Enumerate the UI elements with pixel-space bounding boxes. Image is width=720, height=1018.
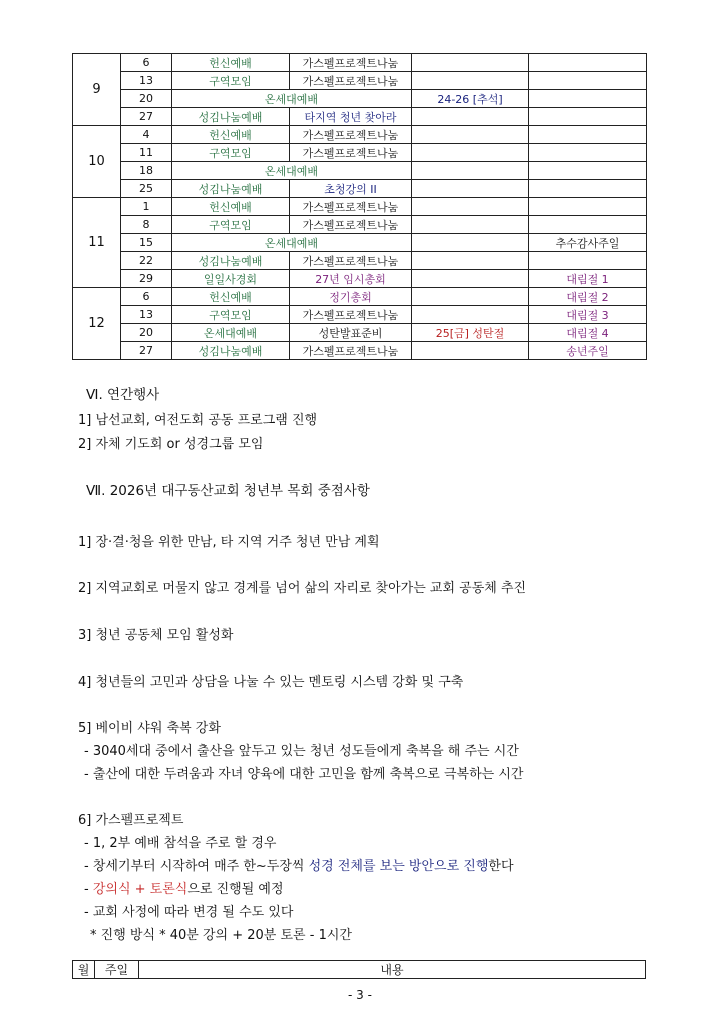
sec7-item-6c-post: 으로 진행될 예정 — [187, 882, 284, 897]
schedule-row — [73, 216, 647, 234]
event-cell — [412, 342, 529, 360]
church-calendar-cell: 추수감사주일 — [529, 234, 647, 252]
church-calendar-cell — [529, 216, 647, 234]
day-cell: 20 — [121, 90, 172, 108]
service-cell: 일일사경회 — [172, 270, 290, 288]
schedule-row — [73, 234, 647, 252]
event-cell — [412, 126, 529, 144]
sec7-item-5a: - 3040세대 중에서 출산을 앞두고 있는 청년 성도들에게 축복을 해 주는 시간 — [84, 744, 519, 759]
schedule-row — [73, 126, 647, 144]
sec7-item-5: 5] 베이비 샤워 축복 강화 — [78, 721, 221, 736]
event-cell — [412, 216, 529, 234]
service-cell: 성김나눔예배 — [172, 342, 290, 360]
sec7-item-6e: * 진행 방식 * 40분 강의 + 20분 토론 - 1시간 — [90, 928, 352, 943]
merged-event-cell: 온세대예배 — [172, 90, 412, 108]
schedule-row — [73, 198, 647, 216]
day-cell: 22 — [121, 252, 172, 270]
service-cell: 헌신예배 — [172, 288, 290, 306]
program-cell: 정기총회 — [290, 288, 412, 306]
day-cell: 6 — [121, 288, 172, 306]
schedule-table — [72, 53, 647, 360]
schedule-row — [73, 270, 647, 288]
sec7-item-2: 2] 지역교회로 머물지 않고 경계를 넘어 삶의 자리로 찾아가는 교회 공동체 추진 — [78, 581, 527, 596]
service-cell: 성김나눔예배 — [172, 252, 290, 270]
schedule-row — [73, 324, 647, 342]
sec7-item-6b-pre: - 창세기부터 시작하여 매주 한~두장씩 — [84, 859, 309, 874]
church-calendar-cell: 대림절 4 — [529, 324, 647, 342]
service-cell: 구역모임 — [172, 144, 290, 162]
month-cell: 10 — [73, 126, 121, 198]
schedule-row — [73, 252, 647, 270]
day-cell: 6 — [121, 54, 172, 72]
church-calendar-cell — [529, 144, 647, 162]
church-calendar-cell — [529, 54, 647, 72]
event-cell — [412, 306, 529, 324]
program-cell: 가스펠프로젝트나눔 — [290, 198, 412, 216]
event-cell — [412, 162, 529, 180]
schedule-row — [73, 342, 647, 360]
church-calendar-cell: 송년주일 — [529, 342, 647, 360]
sec7-item-5b: - 출산에 대한 두려움과 자녀 양육에 대한 고민을 함께 축복으로 극복하는 시간 — [84, 767, 524, 782]
day-cell: 27 — [121, 108, 172, 126]
month-cell: 11 — [73, 198, 121, 288]
sec7-item-6c-pre: - — [84, 882, 93, 897]
church-calendar-cell — [529, 126, 647, 144]
church-calendar-cell — [529, 72, 647, 90]
event-cell: 25[금] 성탄절 — [412, 324, 529, 342]
sec7-item-6: 6] 가스펠프로젝트 — [78, 813, 184, 828]
merged-event-cell: 온세대예배 — [172, 162, 412, 180]
day-cell: 27 — [121, 342, 172, 360]
footer-col-content: 내용 — [139, 961, 646, 979]
service-cell: 헌신예배 — [172, 54, 290, 72]
schedule-row — [73, 54, 647, 72]
sec6-item-1: 1] 남선교회, 여전도회 공동 프로그램 진행 — [78, 413, 318, 428]
event-cell — [412, 234, 529, 252]
footer-col-month: 월 — [73, 961, 95, 979]
event-cell — [412, 108, 529, 126]
program-cell: 타지역 청년 찾아라 — [290, 108, 412, 126]
footer-table — [72, 960, 646, 979]
program-cell: 가스펠프로젝트나눔 — [290, 342, 412, 360]
event-cell — [412, 270, 529, 288]
event-cell — [412, 144, 529, 162]
page-number: - 3 - — [348, 988, 372, 1002]
sec7-item-4: 4] 청년들의 고민과 상담을 나눌 수 있는 멘토링 시스템 강화 및 구축 — [78, 675, 464, 690]
church-calendar-cell — [529, 90, 647, 108]
day-cell: 13 — [121, 72, 172, 90]
day-cell: 29 — [121, 270, 172, 288]
sec7-item-6a: - 1, 2부 예배 참석을 주로 할 경우 — [84, 836, 277, 851]
footer-col-sunday: 주일 — [95, 961, 139, 979]
sec7-item-6d: - 교회 사정에 따라 변경 될 수도 있다 — [84, 905, 294, 920]
month-cell: 12 — [73, 288, 121, 360]
day-cell: 4 — [121, 126, 172, 144]
day-cell: 15 — [121, 234, 172, 252]
sec6-item-2: 2] 자체 기도회 or 성경그룹 모임 — [78, 437, 264, 452]
day-cell: 11 — [121, 144, 172, 162]
church-calendar-cell — [529, 198, 647, 216]
church-calendar-cell — [529, 252, 647, 270]
day-cell: 1 — [121, 198, 172, 216]
program-cell: 가스펠프로젝트나눔 — [290, 216, 412, 234]
schedule-row — [73, 72, 647, 90]
footer-header-row — [73, 961, 646, 979]
service-cell: 구역모임 — [172, 216, 290, 234]
program-cell: 초청강의 II — [290, 180, 412, 198]
month-cell: 9 — [73, 54, 121, 126]
service-cell: 헌신예배 — [172, 126, 290, 144]
service-cell: 온세대예배 — [172, 324, 290, 342]
church-calendar-cell: 대림절 2 — [529, 288, 647, 306]
event-cell — [412, 72, 529, 90]
program-cell: 가스펠프로젝트나눔 — [290, 306, 412, 324]
day-cell: 8 — [121, 216, 172, 234]
church-calendar-cell — [529, 180, 647, 198]
day-cell: 25 — [121, 180, 172, 198]
program-cell: 가스펠프로젝트나눔 — [290, 126, 412, 144]
program-cell: 성탄발표준비 — [290, 324, 412, 342]
event-cell — [412, 54, 529, 72]
schedule-row — [73, 180, 647, 198]
sec7-item-3: 3] 청년 공동체 모임 활성화 — [78, 628, 234, 643]
day-cell: 18 — [121, 162, 172, 180]
schedule-row — [73, 90, 647, 108]
day-cell: 20 — [121, 324, 172, 342]
church-calendar-cell — [529, 162, 647, 180]
sec7-item-6c-highlight: 강의식 + 토론식 — [92, 882, 188, 897]
event-cell — [412, 198, 529, 216]
service-cell: 헌신예배 — [172, 198, 290, 216]
schedule-row — [73, 108, 647, 126]
section-7-title: Ⅶ. 2026년 대구동산교회 청년부 목회 중점사항 — [86, 483, 370, 499]
church-calendar-cell: 대림절 1 — [529, 270, 647, 288]
church-calendar-cell — [529, 108, 647, 126]
sec7-item-1: 1] 장·결·청을 위한 만남, 타 지역 거주 청년 만남 계획 — [78, 535, 380, 550]
schedule-row — [73, 306, 647, 324]
schedule-row — [73, 162, 647, 180]
service-cell: 구역모임 — [172, 306, 290, 324]
program-cell: 가스펠프로젝트나눔 — [290, 144, 412, 162]
service-cell: 성김나눔예배 — [172, 108, 290, 126]
event-cell: 24-26 [추석] — [412, 90, 529, 108]
church-calendar-cell: 대림절 3 — [529, 306, 647, 324]
schedule-row — [73, 288, 647, 306]
sec7-item-6c — [84, 881, 284, 899]
sec7-item-6b — [84, 858, 514, 876]
section-6-title: Ⅵ. 연간행사 — [86, 387, 160, 403]
day-cell: 13 — [121, 306, 172, 324]
sec7-item-6b-highlight: 성경 전체를 보는 방안으로 진행 — [308, 859, 489, 874]
sec7-item-6b-post: 한다 — [488, 859, 514, 874]
program-cell: 가스펠프로젝트나눔 — [290, 54, 412, 72]
service-cell: 성김나눔예배 — [172, 180, 290, 198]
event-cell — [412, 180, 529, 198]
service-cell: 구역모임 — [172, 72, 290, 90]
event-cell — [412, 252, 529, 270]
merged-event-cell: 온세대예배 — [172, 234, 412, 252]
program-cell: 가스펠프로젝트나눔 — [290, 72, 412, 90]
event-cell — [412, 288, 529, 306]
program-cell: 가스펠프로젝트나눔 — [290, 252, 412, 270]
program-cell: 27년 임시총회 — [290, 270, 412, 288]
schedule-row — [73, 144, 647, 162]
